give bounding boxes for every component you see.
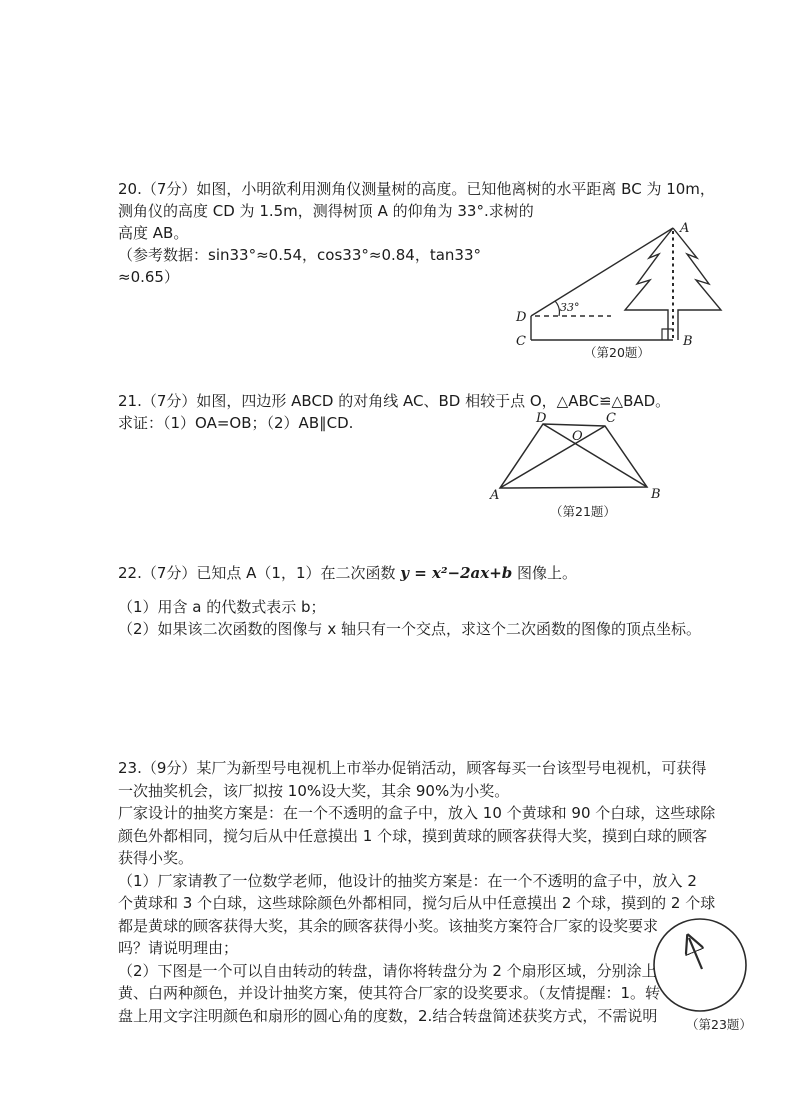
quadrilateral-diagram bbox=[488, 412, 688, 522]
quadratic-formula: y = x²−2ax+b bbox=[400, 564, 513, 582]
text-line: 都是黄球的顾客获得大奖，其余的顾客获得小奖。该抽奖方案符合厂家的设奖要求 bbox=[118, 916, 659, 935]
point-label-B: B bbox=[683, 334, 693, 349]
text-line: 23.（9分）某厂为新型号电视机上市举办促销活动，顾客每买一台该型号电视机，可获得 bbox=[118, 759, 707, 777]
figure-q23-spinner-diagram bbox=[648, 915, 758, 1040]
text-line: （参考数据：sin33°≈0.54，cos33°≈0.84，tan33° bbox=[118, 246, 482, 264]
text-line: 高度 AB。 bbox=[118, 224, 189, 242]
question-23-text bbox=[118, 757, 716, 1027]
text-line: （2）如果该二次函数的图像与 x 轴只有一个交点，求这个二次函数的图像的顶点坐标。 bbox=[118, 620, 701, 638]
point-label-D: D bbox=[536, 412, 547, 426]
text-line: 20.（7分）如图，小明欲利用测角仪测量树的高度。已知他离树的水平距离 BC 为 10m， bbox=[118, 180, 715, 198]
figure-caption: （第20题） bbox=[584, 345, 650, 360]
angle-label: 33° bbox=[560, 301, 580, 314]
text-line: 盘上用文字注明颜色和扇形的圆心角的度数，2.结合转盘简述获奖方式，不需说明 bbox=[118, 1006, 658, 1025]
q22-stem-pre: 22.（7分）已知点 A（1，1）在二次函数 bbox=[118, 564, 401, 582]
text-line: 黄、白两种颜色，并设计抽奖方案，使其符合厂家的设奖要求。（友情提醒：1。转 bbox=[118, 984, 661, 1002]
spinner-diagram bbox=[648, 915, 758, 1040]
figure-q20-tree-diagram bbox=[503, 214, 725, 364]
figure-caption: （第23题） bbox=[686, 1017, 752, 1032]
point-label-B: B bbox=[651, 487, 661, 502]
q22-stem-post: 图像上。 bbox=[512, 564, 578, 582]
text-line: 厂家设计的抽奖方案是：在一个不透明的盒子中，放入 10 个黄球和 90 个白球，这些球除 bbox=[118, 804, 716, 822]
text-line: （1）用含 a 的代数式表示 b； bbox=[118, 598, 326, 616]
point-label-D: D bbox=[516, 310, 527, 325]
figure-q21-quadrilateral-diagram bbox=[488, 412, 688, 522]
question-22-parts bbox=[118, 596, 701, 640]
point-label-O: O bbox=[572, 429, 583, 444]
point-label-A: A bbox=[680, 221, 690, 236]
tree-elevation-diagram bbox=[503, 214, 725, 364]
text-line: （2）下图是一个可以自由转动的转盘，请你将转盘分为 2 个扇形区域，分别涂上 bbox=[118, 961, 657, 980]
text-line: （1）厂家请教了一位数学老师，他设计的抽奖方案是：在一个不透明的盒子中，放入 2 bbox=[118, 871, 697, 890]
point-label-C: C bbox=[516, 334, 526, 349]
question-22-line1 bbox=[118, 562, 680, 584]
text-line bbox=[118, 562, 680, 584]
text-line: 获得小奖。 bbox=[118, 849, 194, 867]
point-label-A: A bbox=[490, 488, 500, 503]
text-line: ≈0.65） bbox=[118, 268, 179, 286]
text-line: 吗？请说明理由； bbox=[118, 939, 239, 957]
text-line: 一次抽奖机会，该厂拟按 10%设大奖，其余 90%为小奖。 bbox=[118, 781, 510, 800]
text-line: 测角仪的高度 CD 为 1.5m，测得树顶 A 的仰角为 33°.求树的 bbox=[118, 202, 534, 220]
text-line: 个黄球和 3 个白球，这些球除颜色外都相同，搅匀后从中任意摸出 2 个球，摸到的 2 个球 bbox=[118, 894, 716, 912]
figure-caption: （第21题） bbox=[550, 504, 616, 519]
point-label-C: C bbox=[606, 412, 616, 426]
text-line: 颜色外都相同，搅匀后从中任意摸出 1 个球，摸到黄球的顾客获得大奖，摸到白球的顾客 bbox=[118, 826, 708, 845]
text-line: 21.（7分）如图，四边形 ABCD 的对角线 AC、BD 相较于点 O，△ABC≌△BAD。 bbox=[118, 392, 671, 410]
text-line: 求证：（1）OA=OB；（2）AB∥CD. bbox=[118, 414, 354, 432]
